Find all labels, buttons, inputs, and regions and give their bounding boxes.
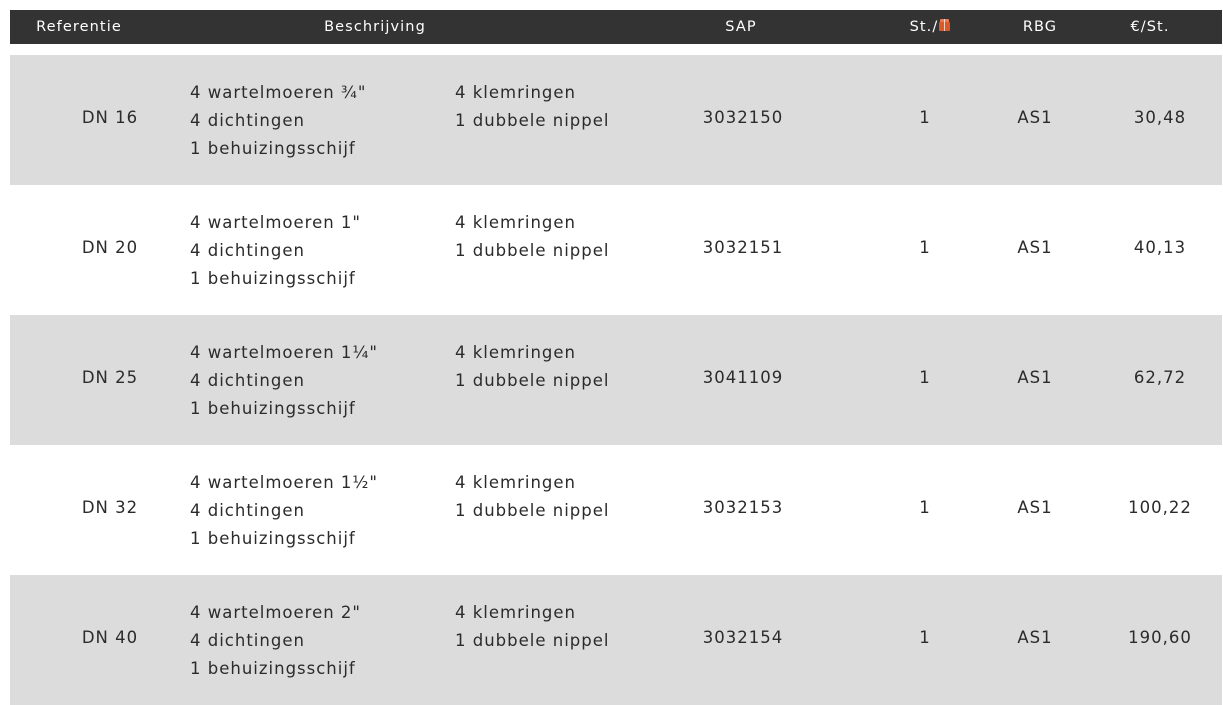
description-line: 4 klemringen <box>455 213 577 232</box>
description-column-b <box>455 79 609 135</box>
description-line: 4 wartelmoeren ¾" <box>190 83 367 102</box>
description-line: 4 wartelmoeren 1" <box>190 213 362 232</box>
header-stuks-label: St./ <box>909 19 939 35</box>
package-box-icon <box>939 22 950 31</box>
description-column-a <box>190 339 378 423</box>
description-line: 4 wartelmoeren 2" <box>190 603 362 622</box>
table-row <box>10 315 1222 445</box>
description-line: 1 dubbele nippel <box>455 631 610 650</box>
description-line: 1 behuizingsschijf <box>190 529 356 548</box>
sap-number-cell: 3032154 <box>702 628 784 647</box>
header-stuks <box>890 10 970 44</box>
header-rbg: RBG <box>1022 19 1058 35</box>
description-line: 4 wartelmoeren 1½" <box>190 473 379 492</box>
quantity-cell: 1 <box>919 368 931 387</box>
header-sap: SAP <box>725 19 757 35</box>
description-line: 1 behuizingsschijf <box>190 659 356 678</box>
description-line: 1 behuizingsschijf <box>190 139 356 158</box>
description-line: 4 dichtingen <box>190 371 305 390</box>
description-column-b <box>455 209 609 265</box>
reference-cell: DN 20 <box>81 238 139 257</box>
description-line: 4 dichtingen <box>190 241 305 260</box>
description-line: 4 klemringen <box>455 473 577 492</box>
description-line: 1 behuizingsschijf <box>190 269 356 288</box>
description-column-b <box>455 469 609 525</box>
table-row <box>10 55 1222 185</box>
header-referentie: Referentie <box>36 19 122 35</box>
table-row <box>10 575 1222 705</box>
description-line: 4 dichtingen <box>190 501 305 520</box>
table-row <box>10 445 1222 575</box>
sap-number-cell: 3032150 <box>702 108 784 127</box>
table-body <box>10 55 1222 705</box>
description-line: 4 klemringen <box>455 603 577 622</box>
price-cell: 100,22 <box>1128 498 1192 517</box>
price-cell: 40,13 <box>1133 238 1187 257</box>
header-spacer <box>10 44 1222 55</box>
sap-number-cell: 3032153 <box>702 498 784 517</box>
rbg-cell: AS1 <box>1017 628 1053 647</box>
header-beschrijving: Beschrijving <box>324 19 426 35</box>
description-line: 1 dubbele nippel <box>455 501 610 520</box>
rbg-cell: AS1 <box>1017 108 1053 127</box>
table-row <box>10 185 1222 315</box>
table-header <box>10 10 1222 44</box>
description-column-a <box>190 79 367 163</box>
price-cell: 190,60 <box>1128 628 1192 647</box>
reference-cell: DN 25 <box>81 368 139 387</box>
description-line: 4 dichtingen <box>190 631 305 650</box>
description-column-a <box>190 599 361 683</box>
quantity-cell: 1 <box>919 108 931 127</box>
description-line: 4 wartelmoeren 1¼" <box>190 343 379 362</box>
description-column-a <box>190 209 361 293</box>
description-column-a <box>190 469 378 553</box>
price-cell: 62,72 <box>1133 368 1187 387</box>
description-line: 1 dubbele nippel <box>455 371 610 390</box>
reference-cell: DN 32 <box>81 498 139 517</box>
reference-cell: DN 40 <box>81 628 139 647</box>
rbg-cell: AS1 <box>1017 368 1053 387</box>
description-column-b <box>455 339 609 395</box>
description-line: 1 dubbele nippel <box>455 241 610 260</box>
description-line: 4 klemringen <box>455 343 577 362</box>
sap-number-cell: 3032151 <box>702 238 784 257</box>
description-line: 4 dichtingen <box>190 111 305 130</box>
reference-cell: DN 16 <box>81 108 139 127</box>
quantity-cell: 1 <box>919 238 931 257</box>
rbg-cell: AS1 <box>1017 498 1053 517</box>
description-line: 1 dubbele nippel <box>455 111 610 130</box>
quantity-cell: 1 <box>919 498 931 517</box>
description-column-b <box>455 599 609 655</box>
price-cell: 30,48 <box>1133 108 1187 127</box>
sap-number-cell: 3041109 <box>702 368 784 387</box>
product-table <box>10 10 1222 705</box>
quantity-cell: 1 <box>919 628 931 647</box>
rbg-cell: AS1 <box>1017 238 1053 257</box>
description-line: 1 behuizingsschijf <box>190 399 356 418</box>
header-price: €/St. <box>1130 19 1170 35</box>
description-line: 4 klemringen <box>455 83 577 102</box>
